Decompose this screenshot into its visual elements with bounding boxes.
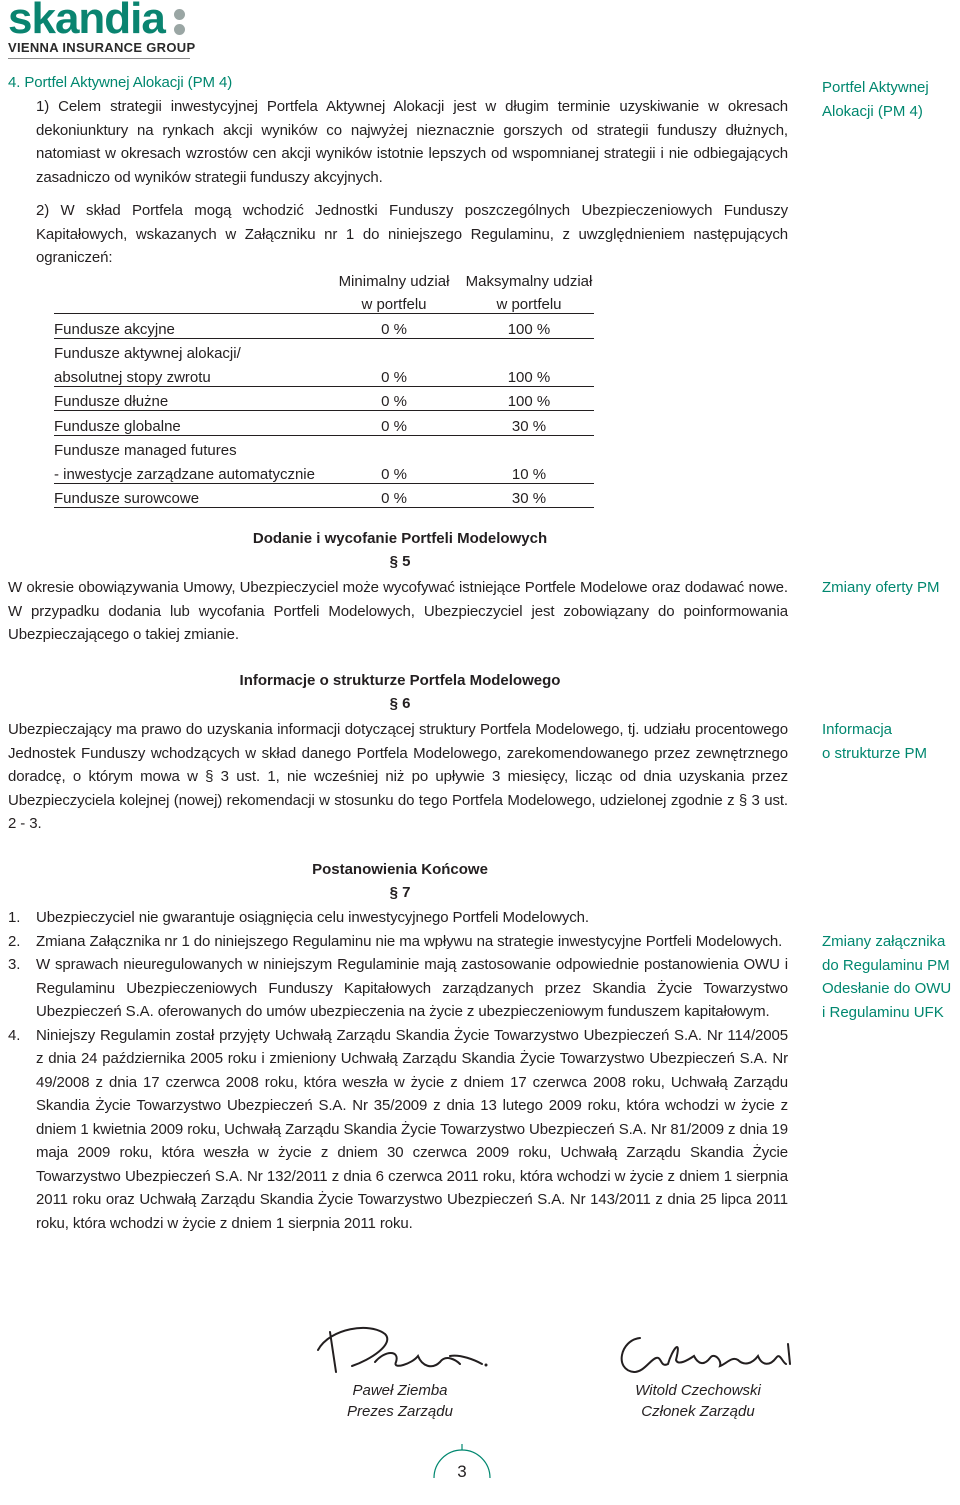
list-text: Ubezpieczyciel nie gwarantuje osiągnięcia celu inwestycyjnego Portfeli Modelowych. xyxy=(36,909,589,926)
fund-name: Fundusze dłużne xyxy=(54,386,324,411)
list-number: 1. xyxy=(8,909,21,926)
logo-subtitle: VIENNA INSURANCE GROUP xyxy=(8,40,196,55)
table-row xyxy=(54,459,594,483)
side-label-line: Zmiany załącznika xyxy=(822,933,946,950)
table-row xyxy=(54,362,594,386)
side-label-line: o strukturze PM xyxy=(822,744,928,762)
fund-max: 100 % xyxy=(464,362,594,386)
logo-dots-icon xyxy=(174,9,188,39)
table-row xyxy=(54,314,594,339)
fund-name: Fundusze surowcowe xyxy=(54,483,324,508)
fund-name-line-1: Fundusze aktywnej alokacji/ xyxy=(54,345,241,362)
fund-min: 0 % xyxy=(324,411,464,436)
fund-name: absolutnej stopy zwrotu xyxy=(54,362,324,386)
fund-name: - inwestycje zarządzane automatycznie xyxy=(54,459,324,483)
signature-block-czechowski xyxy=(598,1380,798,1422)
side-label-changes: Zmiany oferty PM xyxy=(822,579,940,596)
list-number: 2. xyxy=(8,932,21,950)
table-row xyxy=(54,411,594,436)
side-label-line: Informacja xyxy=(822,721,893,738)
fund-min: 0 % xyxy=(324,386,464,411)
list-item xyxy=(8,953,788,1024)
section-4-point-1: 1) Celem strategii inwestycyjnej Portfela Aktywnej Alokacji jest w długim terminie uzyskiwanie w okresach dekoniunktury na rynkach akcji wyników co najwyżej nieznacznie gorszych od strategii funduszy dłużnych, natomiast w okresach wzrostów cen akcji wyników istotnie lepszych od wspomnianej strategii i nie odbiegających zasadniczo od wyników strategii funduszy akcyjnych. xyxy=(36,98,788,186)
side-label-line: i Regulaminu UFK xyxy=(822,1003,944,1021)
signature-block-ziemba xyxy=(300,1380,500,1422)
fund-min: 0 % xyxy=(324,314,464,339)
signatory-name: Paweł Ziemba xyxy=(352,1382,448,1399)
side-label-structure xyxy=(822,718,927,765)
table-row xyxy=(54,386,594,411)
side-label-portfel xyxy=(822,76,929,123)
heading-structure-info: Informacje o strukturze Portfela Modelowego xyxy=(239,672,561,689)
paragraph-5-text: W okresie obowiązywania Umowy, Ubezpieczyciel może wycofywać istniejące Portfele Modelowe oraz dodawać nowe. W przypadku dodania lub wycofania Portfeli Modelowych, Ubezpieczyciel jest zobowiązany do poinformowania Ubezpieczającego o takiej zmianie. xyxy=(8,579,788,643)
fund-min: 0 % xyxy=(324,459,464,483)
list-text: Niniejszy Regulamin został przyjęty Uchwałą Zarządu Skandia Życie Towarzystwo Ubezpieczeń S.A. Nr 114/2005 z dnia 24 października 2005 roku i zmieniony Uchwałą Zarządu Skandia Życie Towarzystwo Ubezpieczeń S.A. Nr 49/2008 z dnia 17 czerwca 2008 roku, która weszła w życie z dniem 17 czerwca 2008 roku, Uchwałą Zarządu Skandia Życie Towarzystwo Ubezpieczeń S.A. Nr 35/2009 z dnia 13 lutego 2009 roku, która wchodzi w życie z dniem 1 kwietnia 2009 roku, Uchwałą Zarządu Skandia Życie Towarzystwo Ubezpieczeń S.A. Nr 81/2009 z dnia 19 maja 2009 roku, która weszła w życie z dniem 30 czerwca 2009 roku, Uchwałą Zarządu Skandia Życie Towarzystwo Ubezpieczeń S.A. Nr 132/2011 z dnia 6 czerwca 2011 roku, która wchodzi w życie z dniem 1 sierpnia 2011 roku oraz Uchwałą Zarządu Skandia Życie Towarzystwo Ubezpieczeń S.A. Nr 143/2011 z dnia 25 lipca 2011 roku, która wchodzi w życie z dniem 1 sierpnia 2011 roku. xyxy=(36,1026,788,1232)
table-row xyxy=(54,483,594,508)
signatory-role: Członek Zarządu xyxy=(641,1403,755,1420)
fund-limits-table xyxy=(54,266,594,508)
fund-max: 10 % xyxy=(464,459,594,483)
paragraph-7-sign: § 7 xyxy=(389,884,411,901)
fund-name: Fundusze akcyjne xyxy=(54,314,324,339)
fund-max: 100 % xyxy=(464,386,594,411)
side-label-line: Portfel Aktywnej xyxy=(822,79,929,96)
table-row xyxy=(54,435,594,459)
side-label-line: Odesłanie do OWU xyxy=(822,980,952,997)
list-text: W sprawach nieuregulowanych w niniejszym Regulaminie mają zastosowanie odpowiednie postanowienia OWU i Regulaminu Ubezpieczeniowych Funduszy Kapitałowych zarządzanych przez Skandia Życie Towarzystwo Ubezpieczeń S.A. oferowanych do umów ubezpieczenia na życie z ubezpieczeniowym funduszem kapitałowym. xyxy=(36,956,788,1020)
signatory-name: Witold Czechowski xyxy=(635,1382,761,1399)
signatory-role: Prezes Zarządu xyxy=(347,1403,453,1420)
table-row xyxy=(54,338,594,362)
section-4-title: 4. Portfel Aktywnej Alokacji (PM 4) xyxy=(8,74,233,91)
page-number: 3 xyxy=(457,1462,467,1481)
fund-max: 30 % xyxy=(464,411,594,436)
heading-final-provisions: Postanowienia Końcowe xyxy=(312,861,488,878)
list-text: Zmiana Załącznika nr 1 do niniejszego Regulaminu nie ma wpływu na strategie inwestycyjne Portfeli Modelowych. xyxy=(36,932,783,950)
fund-name: Fundusze globalne xyxy=(54,411,324,436)
table-header-min: w portfelu xyxy=(324,290,464,314)
paragraph-6-text: Ubezpieczający ma prawo do uzyskania informacji dotyczącej struktury Portfela Modelowego, tj. udziału procentowego Jednostek Funduszy wchodzących w skład danego Portfela Modelowego, zarekomendowanego przez zewnętrznego doradcę, o którym mowa w § 3 ust. 1, nie wcześniej niż po upływie 3 miesięcy, licząc od dnia uzyskania przez Ubezpieczyciela kolejnej (nowej) rekomendacji w stosunku do tego Portfela Modelowego, udzielonej zgodnie z § 3 ust. 2 - 3. xyxy=(8,721,788,832)
signature-czechowski-image xyxy=(610,1330,800,1380)
table-header-max: Maksymalny udział xyxy=(465,272,593,290)
table-header-max: w portfelu xyxy=(464,290,594,314)
side-label-line: do Regulaminu PM xyxy=(822,956,950,974)
fund-name-line-1: Fundusze managed futures xyxy=(54,442,237,459)
table-header-min: Minimalny udział xyxy=(338,272,450,290)
list-item xyxy=(8,1024,788,1236)
signature-ziemba-image xyxy=(300,1320,500,1380)
paragraph-6-sign: § 6 xyxy=(389,695,411,712)
table-header-blank xyxy=(54,266,324,290)
section-4-point-2: 2) W skład Portfela mogą wchodzić Jednostki Funduszy poszczególnych Ubezpieczeniowych Funduszy Kapitałowych, wskazanych w Załączniku nr 1 do niniejszego Regulaminu, z uwzględnieniem następujących ograniczeń: xyxy=(36,202,788,266)
heading-add-remove: Dodanie i wycofanie Portfeli Modelowych xyxy=(252,530,548,547)
final-provisions-list xyxy=(8,906,788,1235)
fund-min: 0 % xyxy=(324,362,464,386)
fund-min: 0 % xyxy=(324,483,464,508)
skandia-logo: skandia xyxy=(8,0,165,43)
list-number: 4. xyxy=(8,1026,21,1044)
fund-max: 100 % xyxy=(464,314,594,339)
list-item xyxy=(8,906,788,930)
table-header-blank xyxy=(54,290,324,314)
paragraph-5-sign: § 5 xyxy=(389,553,411,570)
list-number: 3. xyxy=(8,956,21,973)
list-item xyxy=(8,930,788,954)
logo-divider xyxy=(8,58,190,59)
side-label-line: Alokacji (PM 4) xyxy=(822,102,923,120)
fund-max: 30 % xyxy=(464,483,594,508)
side-label-annex xyxy=(822,930,951,1024)
